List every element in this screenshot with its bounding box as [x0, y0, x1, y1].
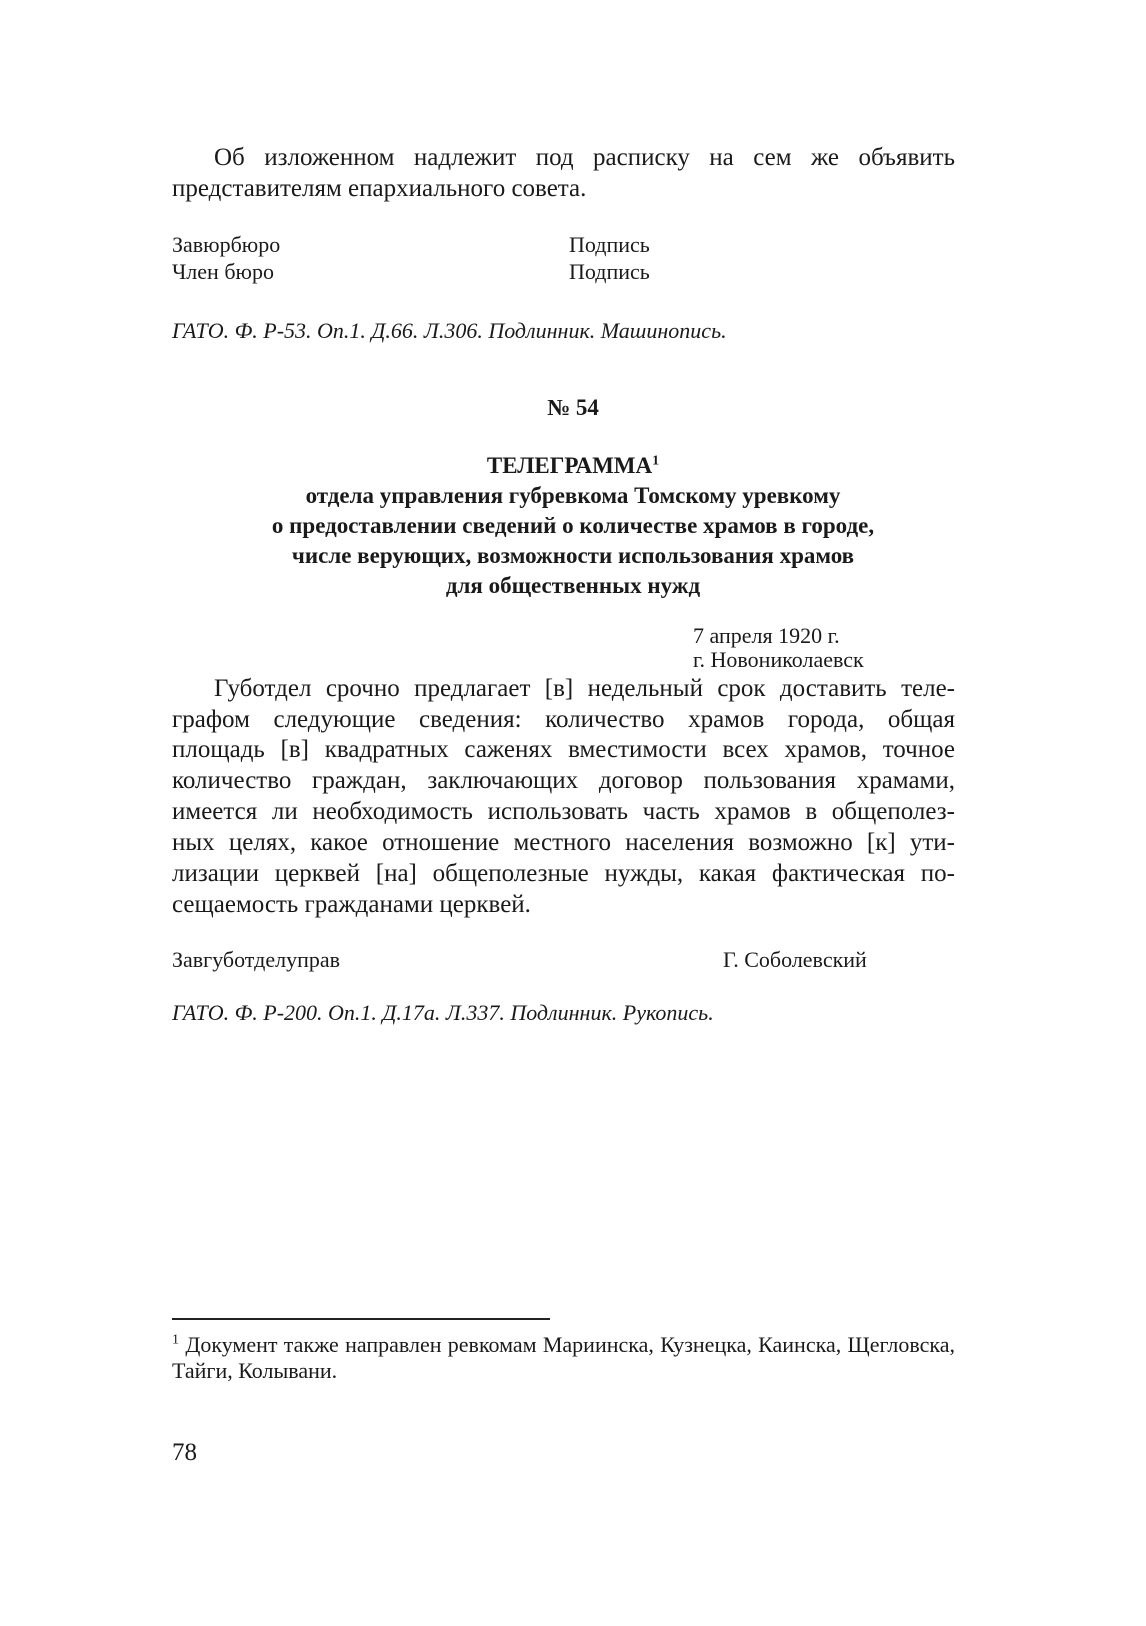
archive-source: ГАТО. Ф. Р-53. Оп.1. Д.66. Л.306. Подлинник. Машинопись.: [172, 318, 727, 343]
signature-mark: Подпись: [569, 232, 650, 257]
title-line: для общественных нужд: [445, 573, 701, 598]
document-number: № 54: [547, 395, 599, 420]
archive-source: ГАТО. Ф. Р-200. Оп.1. Д.17а. Л.337. Подлинник. Рукопись.: [172, 1000, 714, 1025]
paragraph-line: Об изложенном надлежит под расписку на сем же объявить: [214, 144, 955, 171]
document-place: г. Новониколаевск: [693, 647, 864, 672]
signature-role: Завюрбюро: [172, 232, 281, 257]
body-line: ных целях, какое отношение местного населения возможно [к] ути-: [172, 829, 955, 856]
document-date: 7 апреля 1920 г.: [693, 623, 840, 648]
footnote-mark: 1: [172, 1332, 179, 1348]
body-line: площадь [в] квадратных саженях вместимости всех храмов, точное: [172, 736, 955, 763]
body-line: имеется ли необходимость использовать часть храмов в общеполез-: [172, 798, 955, 825]
title-line: о предоставлении сведений о количестве храмов в городе,: [271, 513, 875, 538]
paragraph-line: представителям епархиального совета.: [172, 175, 587, 202]
title-line: числе верующих, возможности использования храмов: [291, 543, 855, 568]
document-type: [0, 451, 1146, 481]
signer-role: Завгуботделуправ: [172, 947, 340, 972]
signer-name: Г. Соболевский: [723, 947, 867, 972]
footnote-line: [172, 1331, 955, 1358]
footnote-ref: 1: [652, 453, 660, 469]
body-line: количество граждан, заключающих договор пользования храмами,: [172, 767, 955, 794]
title-line: отдела управления губревкома Томскому уревкому: [305, 483, 841, 508]
document-type-text: ТЕЛЕГРАММА: [486, 453, 653, 478]
body-line: графом следующие сведения: количество храмов города, общая: [172, 706, 955, 733]
body-line: Губотдел срочно предлагает [в] недельный срок доставить теле-: [214, 675, 955, 702]
page-number: 78: [172, 1439, 197, 1466]
footnote-text: Документ также направлен ревкомам Мариинска, Кузнецка, Каинска, Щегловска,: [185, 1332, 955, 1357]
body-line: сещаемость гражданами церквей.: [172, 891, 531, 918]
signature-mark: Подпись: [569, 259, 650, 284]
footnote-divider: [172, 1318, 550, 1320]
signature-role: Член бюро: [172, 259, 274, 284]
footnote-line: Тайги, Колывани.: [172, 1358, 338, 1383]
body-line: лизации церквей [на] общеполезные нужды, какая фактическая по-: [172, 860, 955, 887]
